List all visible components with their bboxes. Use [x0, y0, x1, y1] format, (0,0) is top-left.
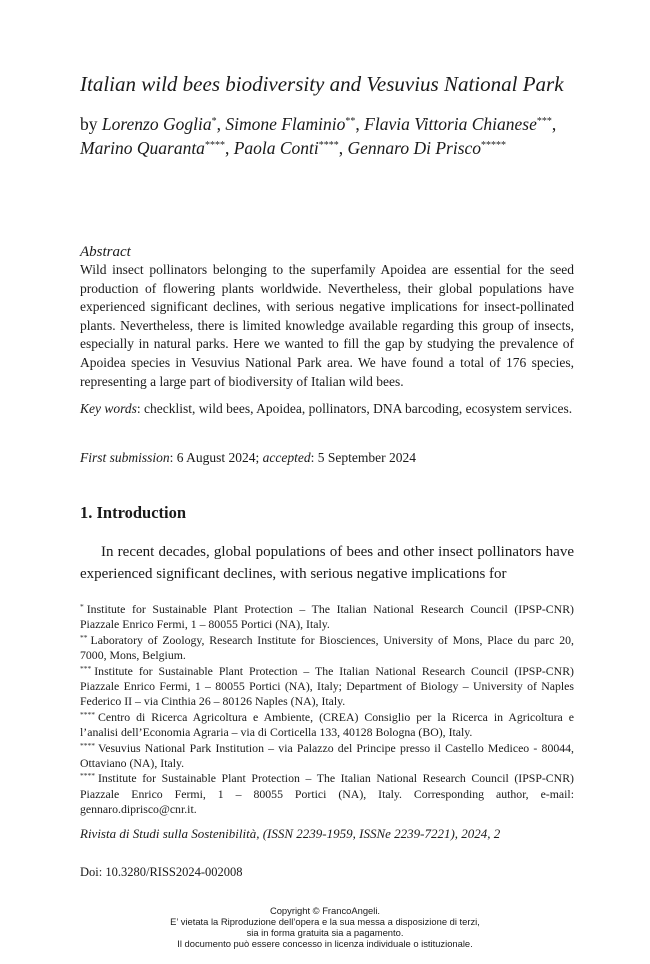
author-mark: *	[211, 116, 217, 127]
footnote-mark: ****	[80, 740, 95, 750]
section-heading: 1. Introduction	[80, 503, 187, 522]
footnote	[80, 771, 574, 817]
footnote-mark: ****	[80, 709, 95, 719]
footnote	[80, 602, 574, 633]
paper-title: Italian wild bees biodiversity and Vesuvius National Park	[80, 72, 564, 96]
footnote-text: Institute for Sustainable Plant Protection – The Italian National Research Council (IPSP-CNR) Piazzale Enrico Fermi, 1 – 80055 Portici (NA), Italy.	[80, 602, 574, 632]
accepted-value: : 5 September 2024	[310, 450, 416, 465]
author-separator: ,	[216, 114, 221, 134]
footnote-mark: **	[80, 632, 88, 642]
copyright-line: Copyright © FrancoAngeli.	[269, 905, 381, 916]
author-byline	[80, 112, 574, 160]
journal-citation: Rivista di Studi sulla Sostenibilità, (ISSN 2239-1959, ISSNe 2239-7221), 2024, 2	[80, 826, 501, 841]
footnote-mark: *	[80, 602, 84, 611]
abstract-heading: Abstract	[80, 244, 131, 260]
submission-dates	[80, 449, 574, 468]
copyright-notice	[0, 905, 650, 949]
author-separator: ,	[355, 114, 360, 134]
abstract-text: Wild insect pollinators belonging to the superfamily Apoidea are essential for the seed production of flowering plants worldwide. Nevertheless, their global populations have experienced significant declines, with serious negative implications for insect-pollinated plants. Nevertheless, there is limited knowledge available regarding this group of insects, especially in natural parks. Here we wanted to fill the gap by studying the prevalence of Apoidea species in Vesuvius National Park area. We have found a total of 176 species, representing a large part of biodiversity of Italian wild bees.	[80, 262, 574, 389]
keywords-value: : checklist, wild bees, Apoidea, pollinators, DNA barcoding, ecosystem services.	[136, 401, 573, 416]
author-name: Lorenzo Goglia	[101, 114, 212, 134]
author-name: Flavia Vittoria Chianese	[364, 114, 537, 134]
footnote-text: Laboratory of Zoology, Research Institute for Biosciences, University of Mons, Place du parc 20, 7000, Mons, Belgium.	[80, 632, 574, 663]
keywords	[80, 400, 574, 419]
author-mark: ****	[318, 140, 339, 151]
footnote	[80, 633, 574, 664]
first-submission-value: : 6 August 2024;	[169, 450, 263, 465]
author-name: Paola Conti	[233, 138, 319, 158]
footnote-text: Institute for Sustainable Plant Protection – The Italian National Research Council (IPSP-CNR) Piazzale Enrico Fermi, 1 – 80055 Portici (NA), Italy; Department of Biology – University of Naples Federico II – via Cinthia 26 – 80126 Naples (NA), Italy.	[80, 663, 574, 709]
footnote	[80, 710, 574, 741]
copyright-line: Il documento può essere concesso in licenza individuale o istituzionale.	[177, 938, 473, 949]
author-separator: ,	[224, 138, 230, 158]
byline-prefix: by	[80, 114, 98, 134]
author-separator: ,	[338, 138, 344, 158]
footnote-text: Vesuvius National Park Institution – via Palazzo del Principe presso il Castello Mediceo - 80044, Ottaviano (NA), Italy.	[80, 740, 574, 771]
copyright-line: E’ vietata la Riproduzione dell’opera e la sua messa a disposizione di terzi,	[170, 916, 480, 927]
footnote	[80, 741, 574, 772]
keywords-label: Key words	[80, 401, 137, 416]
copyright-line: sia in forma gratuita sia a pagamento.	[246, 927, 404, 938]
first-submission-label: First submission	[80, 450, 170, 465]
footnote-text: Institute for Sustainable Plant Protection – The Italian National Research Council (IPSP-CNR) Piazzale Enrico Fermi, 1 – 80055 Portici (NA), Italy. Corresponding author, e-mail: gennaro.diprisco@cnr.it.	[80, 771, 574, 817]
intro-paragraph: In recent decades, global populations of bees and other insect pollinators have experienced significant declines, with serious negative implications for	[80, 544, 574, 582]
doi-line: Doi: 10.3280/RISS2024-002008	[80, 865, 243, 879]
footnote-mark: ***	[80, 663, 92, 673]
author-name: Marino Quaranta	[80, 138, 205, 158]
footnote-mark: ****	[80, 771, 95, 781]
author-name: Gennaro Di Prisco	[347, 138, 482, 158]
footnote-text: Centro di Ricerca Agricoltura e Ambiente, (CREA) Consiglio per la Ricerca in Agricoltura e l’analisi dell’Economia Agraria – via di Corticella 133, 40128 Bologna (BO), Italy.	[80, 709, 574, 740]
author-separator: ,	[551, 114, 557, 134]
author-mark: *****	[481, 140, 507, 151]
author-name: Simone Flaminio	[225, 114, 346, 134]
author-mark: **	[345, 116, 356, 127]
author-mark: ****	[204, 140, 225, 151]
accepted-label: accepted	[262, 450, 311, 465]
footnotes	[80, 602, 574, 818]
footnote	[80, 664, 574, 710]
author-mark: ***	[536, 116, 552, 127]
